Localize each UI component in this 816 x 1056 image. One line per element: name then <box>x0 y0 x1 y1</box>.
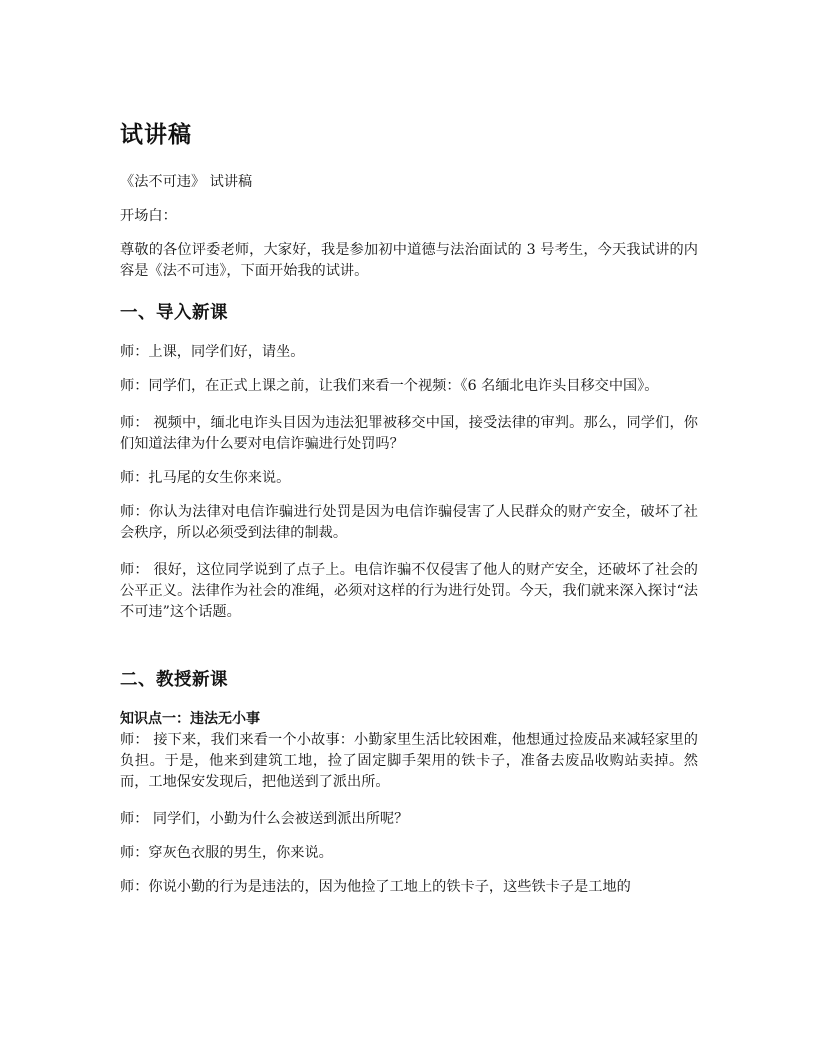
intro-paragraph: 师：扎马尾的女生你来说。 <box>120 470 291 486</box>
opening-paragraph: 尊敬的各位评委老师，大家好，我是参加初中道德与法治面试的 3 号考生，今天我试讲的内容是《法不可违》，下面开始我的试讲。 <box>120 242 698 279</box>
teaching-paragraph: 师： 接下来，我们来看一个小故事：小勤家里生活比较困难，他想通过捡废品来减轻家里的负担。于是，他来到建筑工地，捡了固定脚手架用的铁卡子，准备去废品收购站卖掉。然而，工地保安发现后，把他送到了派出所。 <box>120 732 698 790</box>
intro-paragraph: 师：上课，同学们好，请坐。 <box>120 344 305 360</box>
teaching-paragraph: 师： 同学们，小勤为什么会被送到派出所呢？ <box>120 811 409 827</box>
intro-paragraph: 师：你认为法律对电信诈骗进行处罚是因为电信诈骗侵害了人民群众的财产安全，破坏了社会秩序，所以必须受到法律的制裁。 <box>120 504 698 541</box>
section-heading-intro: 一、导入新课 <box>120 303 228 323</box>
document-title: 试讲稿 <box>120 122 192 148</box>
opening-label: 开场白： <box>120 208 177 224</box>
document-page <box>120 118 698 898</box>
teaching-paragraph: 师：你说小勤的行为是违法的，因为他捡了工地上的铁卡子，这些铁卡子是工地的 <box>120 879 631 895</box>
document-subtitle: 《法不可违》 试讲稿 <box>120 174 253 190</box>
intro-paragraph: 师：同学们，在正式上课之前，让我们来看一个视频：《6 名缅北电诈头目移交中国》。 <box>120 378 659 394</box>
intro-paragraph: 师： 很好，这位同学说到了点子上。电信诈骗不仅侵害了他人的财产安全，还破坏了社会的公平正义。法律作为社会的准绳，必须对这样的行为进行处罚。今天，我们就来深入探讨“法不可违”这个话题。 <box>120 562 698 620</box>
section-heading-teaching: 二、教授新课 <box>120 670 228 690</box>
teaching-paragraph: 师：穿灰色衣服的男生，你来说。 <box>120 845 333 861</box>
intro-paragraph: 师： 视频中，缅北电诈头目因为违法犯罪被移交中国，接受法律的审判。那么，同学们，你们知道法律为什么要对电信诈骗进行处罚吗？ <box>120 415 698 452</box>
knowledge-point-heading: 知识点一：违法无小事 <box>120 711 260 727</box>
